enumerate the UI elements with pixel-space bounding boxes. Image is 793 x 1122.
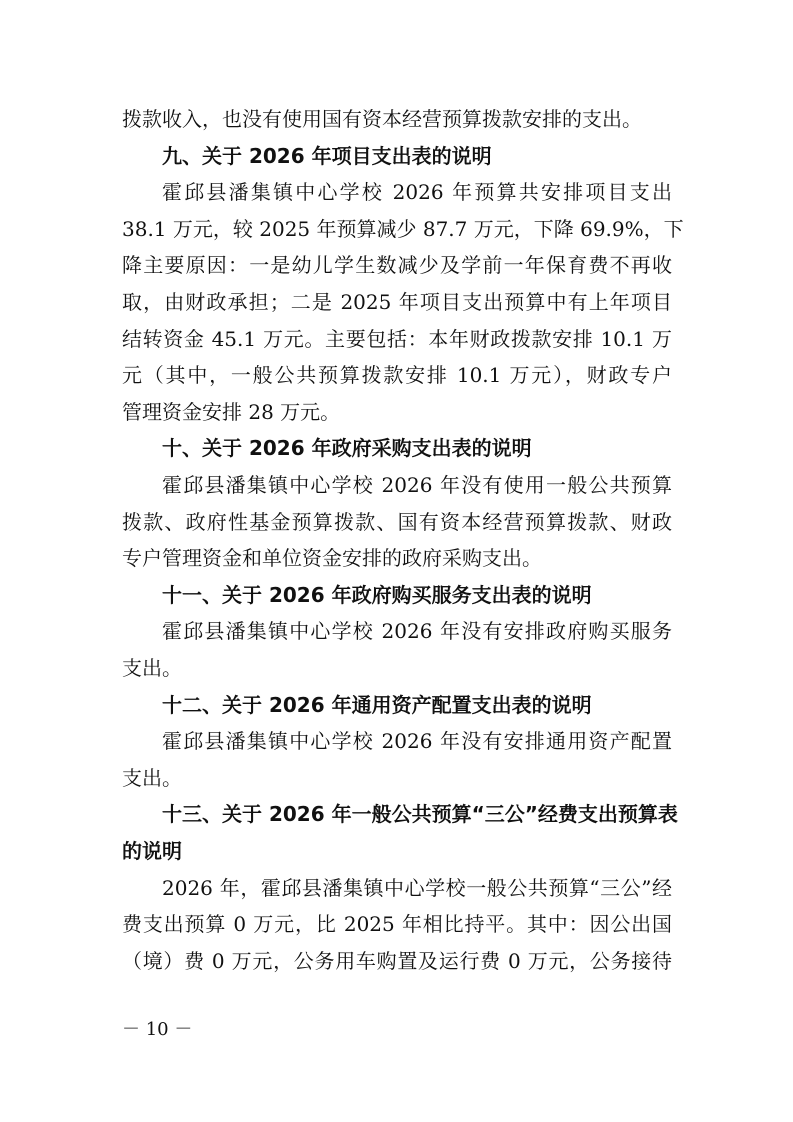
section-heading: 十、关于 2026 年政府采购支出表的说明	[162, 436, 532, 461]
paragraph-line: 霍邱县潘集镇中心学校 2026 年没有安排政府购买服务	[162, 619, 672, 644]
paragraph-line: 霍邱县潘集镇中心学校 2026 年没有安排通用资产配置	[162, 729, 672, 754]
paragraph-line: 支出。	[122, 765, 182, 790]
section-heading: 十一、关于 2026 年政府购买服务支出表的说明	[162, 582, 592, 607]
paragraph-line: 取，由财政承担；二是 2025 年项目支出预算中有上年项目	[122, 290, 672, 314]
paragraph-line: 2026 年，霍邱县潘集镇中心学校一般公共预算“三公”经	[162, 875, 672, 900]
page-number: － 10 －	[122, 1019, 193, 1040]
paragraph-line: 拨款、政府性基金预算拨款、国有资本经营预算拨款、财政	[122, 509, 672, 534]
paragraph-line: 拨款收入，也没有使用国有资本经营预算拨款安排的支出。	[122, 107, 642, 131]
paragraph-line: 支出。	[122, 656, 182, 680]
paragraph-line: 降主要原因：一是幼儿学生数减少及学前一年保育费不再收	[122, 253, 672, 278]
paragraph-line: 霍邱县潘集镇中心学校 2026 年预算共安排项目支出	[162, 180, 672, 205]
paragraph-line: 元（其中，一般公共预算拨款安排 10.1 万元），财政专户	[122, 363, 672, 388]
paragraph-line: 霍邱县潘集镇中心学校 2026 年没有使用一般公共预算	[162, 473, 672, 497]
paragraph-line: （境）费 0 万元，公务用车购置及运行费 0 万元，公务接待	[122, 948, 672, 973]
paragraph-line: 管理资金安排 28 万元。	[122, 399, 341, 424]
paragraph-line: 结转资金 45.1 万元。主要包括：本年财政拨款安排 10.1 万	[122, 326, 672, 351]
paragraph-line: 专户管理资金和单位资金安排的政府采购支出。	[122, 546, 542, 571]
section-heading: 九、关于 2026 年项目支出表的说明	[162, 143, 492, 168]
paragraph-line: 38.1 万元，较 2025 年预算减少 87.7 万元，下降 69.9%，下	[122, 216, 684, 241]
section-heading: 十二、关于 2026 年通用资产配置支出表的说明	[162, 692, 592, 717]
paragraph-line: 费支出预算 0 万元，比 2025 年相比持平。其中：因公出国	[122, 912, 672, 937]
section-heading: 的说明	[122, 839, 182, 863]
section-heading: 十三、关于 2026 年一般公共预算“三公”经费支出预算表	[162, 802, 678, 827]
